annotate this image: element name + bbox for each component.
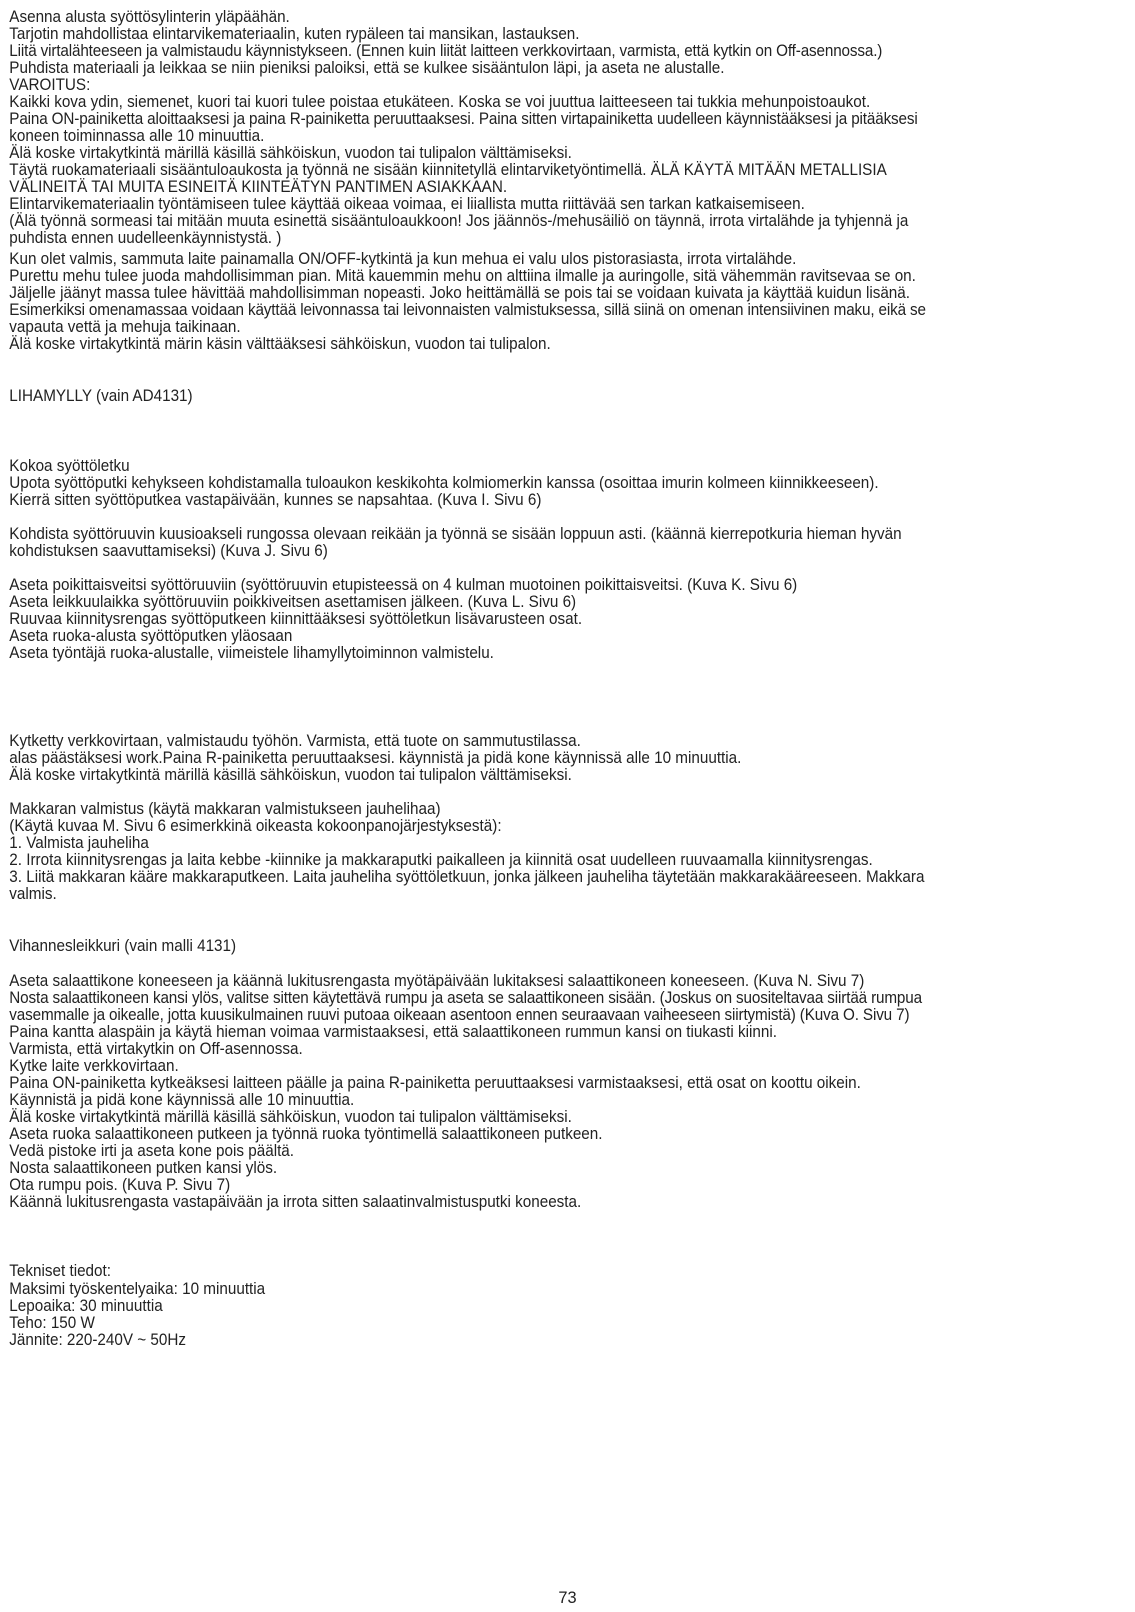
text-line: puhdista ennen uudelleenkäynnistystä. ) — [9, 229, 282, 247]
text-line: Kierrä sitten syöttöputkea vastapäivään, kunnes se napsahtaa. (Kuva I. Sivu 6) — [9, 491, 542, 509]
text-line: Tarjotin mahdollistaa elintarvikemateriaalin, kuten rypäleen tai mansikan, lastauksen. — [9, 25, 580, 43]
text-line: VÄLINEITÄ TAI MUITA ESINEITÄ KIINTEÄTYN PANTIMEN ASIAKKAAN. — [9, 178, 508, 196]
text-line: Varmista, että virtakytkin on Off-asennossa. — [9, 1040, 303, 1058]
text-line: koneen toiminnassa alle 10 minuuttia. — [9, 127, 265, 145]
spec-line: Teho: 150 W — [9, 1314, 95, 1332]
section-heading-meat-grinder: LIHAMYLLY (vain AD4131) — [9, 387, 193, 405]
text-line: Ota rumpu pois. (Kuva P. Sivu 7) — [9, 1176, 231, 1194]
text-line: 2. Irrota kiinnitysrengas ja laita kebbe -kiinnike ja makkaraputki paikalleen ja kiinnitä osat uudelleen ruuvaamalla kiinnitysrengas. — [9, 851, 873, 869]
warning-heading: VAROITUS: — [9, 76, 91, 94]
text-line: (Käytä kuvaa M. Sivu 6 esimerkkinä oikeasta kokoonpanojärjestyksestä): — [9, 817, 502, 835]
text-line: Elintarvikemateriaalin työntämiseen tulee käyttää oikeaa voimaa, ei liiallista mutta riittävää sen tarkan katkaisemiseen. — [9, 195, 805, 213]
text-line: Paina ON-painiketta aloittaaksesi ja paina R-painiketta peruuttaaksesi. Paina sitten virtapainiketta uudelleen käynnistääksesi ja pitääksesi — [9, 110, 918, 128]
text-line: Puhdista materiaali ja leikkaa se niin pieniksi paloiksi, että se kulkee sisääntulon läpi, ja aseta ne alustalle. — [9, 59, 725, 77]
text-line: Käännä lukitusrengasta vastapäivään ja irrota sitten salaatinvalmistusputki koneesta. — [9, 1193, 582, 1211]
text-line: Täytä ruokamateriaali sisääntuloaukosta ja työnnä ne sisään kiinnitetyllä elintarviketyöntimellä. ÄLÄ KÄYTÄ MITÄÄN METALLISIA — [9, 161, 887, 179]
text-line: Nosta salaattikoneen putken kansi ylös. — [9, 1159, 278, 1177]
spec-line: Jännite: 220-240V ~ 50Hz — [9, 1331, 186, 1349]
page-number: 73 — [558, 1589, 577, 1607]
text-line: Aseta leikkuulaikka syöttöruuviin poikkiveitsen asettamisen jälkeen. (Kuva L. Sivu 6) — [9, 593, 577, 611]
text-line: vasemmalle ja oikealle, jotta kuusikulmainen ruuvi putoaa oikeaan asentoon ennen seuraavaan vaiheeseen siirtymistä) (Kuva O. Sivu 7) — [9, 1006, 910, 1024]
text-line: Asenna alusta syöttösylinterin yläpäähän. — [9, 8, 290, 26]
text-line: 3. Liitä makkaran kääre makkaraputkeen. Laita jauheliha syöttöletkuun, jonka jälkeen jauheliha täytetään makkarakääreeseen. Makkara — [9, 868, 925, 886]
text-line: Paina kantta alaspäin ja käytä hieman voimaa varmistaaksesi, että salaattikoneen rummun kansi on tiukasti kiinni. — [9, 1023, 777, 1041]
text-line: Kun olet valmis, sammuta laite painamalla ON/OFF-kytkintä ja kun mehua ei valu ulos pistorasiasta, irrota virtalähde. — [9, 250, 797, 268]
text-line: Kohdista syöttöruuvin kuusioakseli rungossa olevaan reikään ja työnnä se sisään loppuun asti. (käännä kierrepotkuria hieman hyvän — [9, 525, 902, 543]
text-line: vapauta vettä ja mehuja taikinaan. — [9, 318, 241, 336]
text-line: Älä koske virtakytkintä märillä käsillä sähköiskun, vuodon tai tulipalon välttämiseksi. — [9, 1108, 572, 1126]
text-line: 1. Valmista jauheliha — [9, 834, 149, 852]
text-line: Ruuvaa kiinnitysrengas syöttöputkeen kiinnittääksesi syöttöletkun lisävarusteen osat. — [9, 610, 583, 628]
text-line: Aseta työntäjä ruoka-alustalle, viimeistele lihamyllytoiminnon valmistelu. — [9, 644, 494, 662]
text-line: Kytke laite verkkovirtaan. — [9, 1057, 179, 1075]
subheading-specifications: Tekniset tiedot: — [9, 1262, 111, 1280]
text-line: Nosta salaattikoneen kansi ylös, valitse sitten käytettävä rumpu ja aseta se salaattikoneen sisään. (Joskus on suositeltavaa siirtää rumpua — [9, 989, 922, 1007]
text-line: Kytketty verkkovirtaan, valmistaudu työhön. Varmista, että tuote on sammutustilassa. — [9, 732, 581, 750]
text-line: Aseta ruoka-alusta syöttöputken yläosaan — [9, 627, 293, 645]
text-line: Vedä pistoke irti ja aseta kone pois päältä. — [9, 1142, 295, 1160]
text-line: Aseta salaattikone koneeseen ja käännä lukitusrengasta myötäpäivään lukitaksesi salaattikoneen koneeseen. (Kuva N. Sivu 7) — [9, 972, 865, 990]
subheading-sausage: Makkaran valmistus (käytä makkaran valmistukseen jauhelihaa) — [9, 800, 441, 818]
text-line: Jäljelle jäänyt massa tulee hävittää mahdollisimman nopeasti. Joko heittämällä se pois tai se voidaan kuivata ja käyttää kuidun lisänä. — [9, 284, 911, 302]
text-line: valmis. — [9, 885, 57, 903]
text-line: Esimerkiksi omenamassaa voidaan käyttää leivonnassa tai leivonnaisten valmistuksessa, sillä siinä on omenan intensiivinen maku, eikä se — [9, 301, 926, 319]
text-line: Älä koske virtakytkintä märillä käsillä sähköiskun, vuodon tai tulipalon välttämiseksi. — [9, 766, 572, 784]
text-line: kohdistuksen saavuttamiseksi) (Kuva J. Sivu 6) — [9, 542, 328, 560]
text-line: alas päästäksesi work.Paina R-painiketta peruuttaaksesi. käynnistä ja pidä kone käynnissä alle 10 minuuttia. — [9, 749, 742, 767]
text-line: Purettu mehu tulee juoda mahdollisimman pian. Mitä kauemmin mehu on alttiina ilmalle ja auringolle, sitä vähemmän ravitsevaa se on. — [9, 267, 916, 285]
text-line: (Älä työnnä sormeasi tai mitään muuta esinettä sisääntuloaukkoon! Jos jäännös-/mehusäiliö on täynnä, irrota virtalähde ja tyhjennä ja — [9, 212, 909, 230]
text-line: Älä koske virtakytkintä märillä käsillä sähköiskun, vuodon tai tulipalon välttämiseksi. — [9, 144, 572, 162]
text-line: Aseta ruoka salaattikoneen putkeen ja työnnä ruoka työntimellä salaattikoneen putkeen. — [9, 1125, 603, 1143]
text-line: Käynnistä ja pidä kone käynnissä alle 10 minuuttia. — [9, 1091, 355, 1109]
text-line: Kaikki kova ydin, siemenet, kuori tai kuori tulee poistaa etukäteen. Koska se voi juuttua laitteeseen tai tukkia mehunpoistoaukot. — [9, 93, 871, 111]
text-line: Paina ON-painiketta kytkeäksesi laitteen päälle ja paina R-painiketta peruuttaaksesi varmistaaksesi, että osat on koottu oikein. — [9, 1074, 861, 1092]
section-heading-vegetable-cutter: Vihannesleikkuri (vain malli 4131) — [9, 937, 237, 955]
spec-line: Lepoaika: 30 minuuttia — [9, 1297, 163, 1315]
text-line: Älä koske virtakytkintä märin käsin välttääksesi sähköiskun, vuodon tai tulipalon. — [9, 335, 551, 353]
text-line: Aseta poikittaisveitsi syöttöruuviin (syöttöruuvin etupisteessä on 4 kulman muotoinen poikittaisveitsi. (Kuva K. Sivu 6) — [9, 576, 798, 594]
text-line: Liitä virtalähteeseen ja valmistaudu käynnistykseen. (Ennen kuin liität laitteen verkkovirtaan, varmista, että kytkin on Off-asennossa.) — [9, 42, 883, 60]
text-line: Upota syöttöputki kehykseen kohdistamalla tuloaukon keskikohta kolmiomerkin kanssa (osoittaa imurin kolmeen kiinnikkeeseen). — [9, 474, 879, 492]
spec-line: Maksimi työskentelyaika: 10 minuuttia — [9, 1280, 266, 1298]
subheading-feed-tube: Kokoa syöttöletku — [9, 457, 130, 475]
